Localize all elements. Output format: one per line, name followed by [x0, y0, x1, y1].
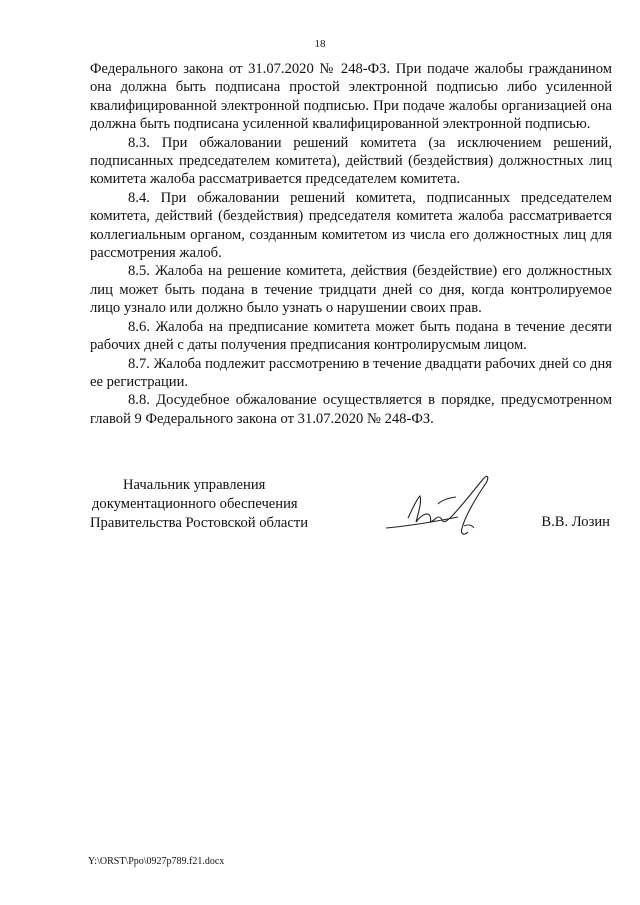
document-body	[90, 60, 612, 428]
signatory-title-line: Правительства Ростовской области	[90, 515, 309, 531]
signatory-title-line: Начальник управления	[123, 477, 266, 493]
page-number: 18	[314, 38, 326, 50]
signatory-title-line: документационного обеспечения	[92, 496, 298, 512]
handwritten-signature-icon	[378, 470, 508, 548]
paragraph-8-5: 8.5. Жалоба на решение комитета, действия (бездействие) его должностных лиц может быть подана в течение тридцати дней со дня, когда контролируемое лицо узнало или должно было узнать о нарушении своих прав.	[90, 263, 612, 317]
paragraph-8-7: 8.7. Жалоба подлежит рассмотрению в течение двадцати рабочих дней со дня ее регистрации.	[90, 355, 612, 390]
signatory-title	[90, 476, 308, 533]
paragraph-8-6: 8.6. Жалоба на предписание комитета может быть подана в течение десяти рабочих дней с даты получения предписания контролирусмым лицом.	[90, 318, 612, 354]
paragraph-8-3: 8.3. При обжаловании решений комитета (за исключением решений, подписанных председателем комитета), действий (бездействия) должностных лиц комитета жалоба рассматривается председателем комитета.	[90, 134, 612, 188]
signatory-name: В.В. Лозин	[541, 514, 610, 530]
paragraph-continuation: Федерального закона от 31.07.2020 № 248-ФЗ. При подаче жалобы гражданином она должна быть подписана простой электронной подписью либо усиленной квалифицированной электронной подписью. При подаче жалобы организацией она должна быть подписана усиленной квалифицированной электронной подписью.	[90, 61, 612, 133]
paragraph-8-4: 8.4. При обжаловании решений комитета, подписанных председателем комитета, действий (бездействия) председателя комитета жалоба рассматривается коллегиальным органом, созданным комитетом из числа его должностных лиц для рассмотрения жалоб.	[90, 189, 612, 262]
signature-block	[90, 470, 612, 550]
footer-file-path: Y:\ORST\Ppo\0927p789.f21.docx	[88, 856, 225, 867]
paragraph-8-8: 8.8. Досудебное обжалование осуществляется в порядке, предусмотренном главой 9 Федерального закона от 31.07.2020 № 248-ФЗ.	[90, 392, 612, 427]
